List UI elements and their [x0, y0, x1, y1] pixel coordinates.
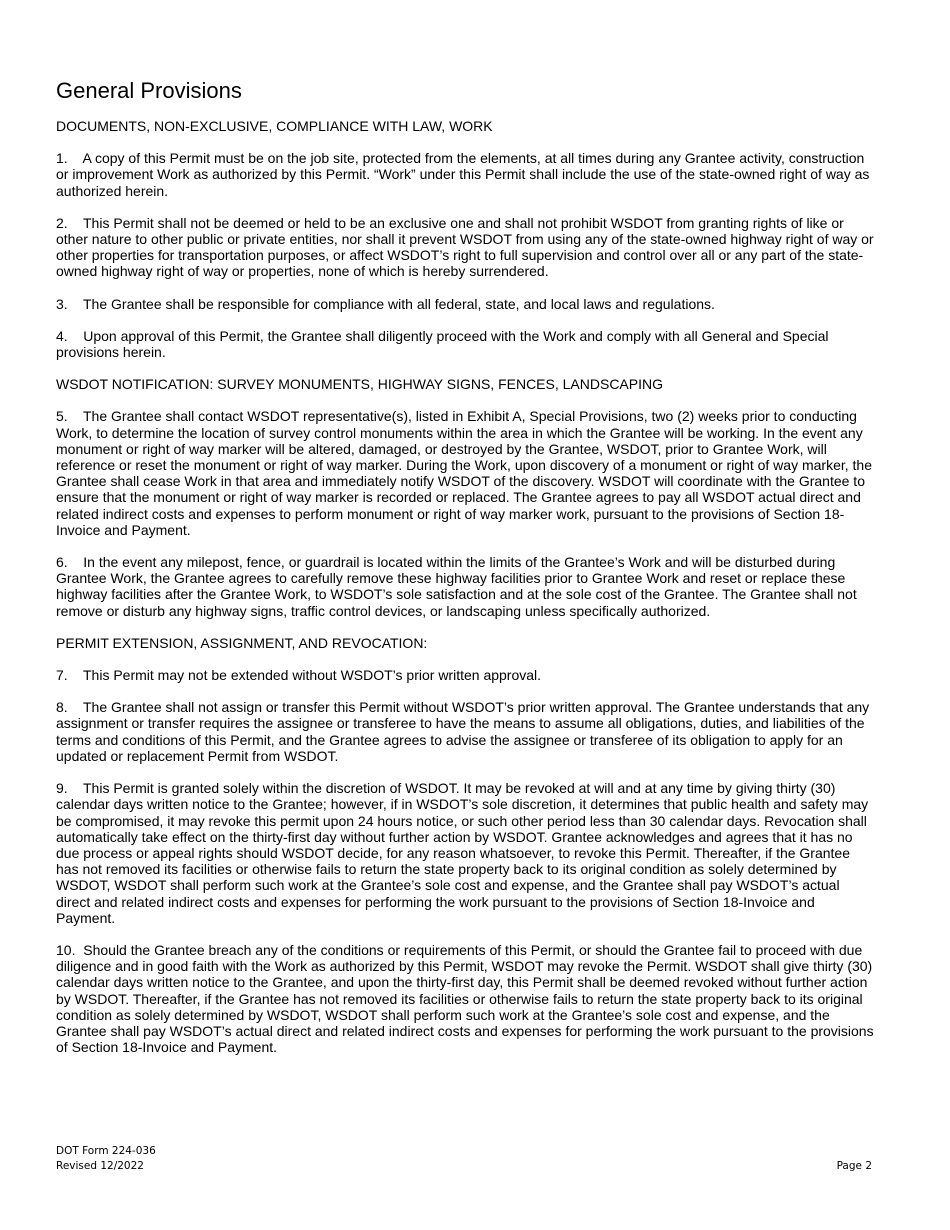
document-body — [56, 77, 874, 1071]
provision-8 — [56, 699, 874, 764]
provision-text: This Permit may not be extended without WSDOT’s prior written approval. — [83, 667, 542, 684]
provision-number: 5. — [56, 408, 68, 425]
revised-date: Revised 12/2022 — [56, 1160, 144, 1172]
provision-number: 9. — [56, 780, 68, 797]
footer-form-info — [56, 1144, 156, 1174]
provision-number: 4. — [56, 327, 68, 344]
provision-2 — [56, 215, 874, 280]
provision-number: 10. — [56, 941, 76, 958]
provision-number: 6. — [56, 554, 68, 571]
provision-text: The Grantee shall be responsible for compliance with all federal, state, and local laws and regulations. — [83, 295, 715, 312]
provision-number: 2. — [56, 214, 68, 231]
provision-text: In the event any milepost, fence, or guardrail is located within the limits of the Grantee’s Work and will be disturbed during Grantee Work, the Grantee agrees to carefully remove these highway facilities prior to Grantee Work and reset or replace these highway facilities after the Grantee Work, to WSDOT’s sole satisfaction and at the sole cost of the Grantee. The Grantee shall not remove or disturb any highway signs, traffic control devices, or landscaping unless specifically authorized. — [56, 554, 857, 619]
provision-4 — [56, 328, 874, 360]
provision-3 — [56, 296, 874, 312]
provision-text: Upon approval of this Permit, the Grantee shall diligently proceed with the Work and comply with all General and Special provisions herein. — [56, 327, 829, 361]
provision-text: The Grantee shall contact WSDOT representative(s), listed in Exhibit A, Special Provisions, two (2) weeks prior to conducting Work, to determine the location of survey control monuments within the area in which the Grantee will be working. In the event any monument or right of way marker will be altered, damaged, or destroyed by the Grantee, WSDOT, prior to Grantee Work, will reference or reset the monument or right of way marker. During the Work, upon discovery of a monument or right of way marker, the Grantee shall cease Work in that area and immediately notify WSDOT of the discovery. WSDOT will coordinate with the Grantee to ensure that the monument or right of way marker is recorded or replaced. The Grantee agrees to pay all WSDOT actual direct and related indirect costs and expenses to perform monument or right of way marker work, pursuant to the provisions of Section 18-Invoice and Payment. — [56, 408, 872, 538]
provision-10 — [56, 942, 874, 1055]
section-wsdot-notification — [56, 376, 874, 619]
provision-number: 1. — [56, 150, 68, 167]
section-heading: WSDOT NOTIFICATION: SURVEY MONUMENTS, HIGHWAY SIGNS, FENCES, LANDSCAPING — [56, 376, 663, 393]
provision-number: 7. — [56, 667, 68, 684]
form-number: DOT Form 224-036 — [56, 1145, 156, 1157]
section-heading: PERMIT EXTENSION, ASSIGNMENT, AND REVOCATION: — [56, 634, 428, 651]
provision-6 — [56, 554, 874, 619]
provision-text: The Grantee shall not assign or transfer this Permit without WSDOT’s prior written approval. The Grantee understands that any assignment or transfer requires the assignee or transferee to have the means to assume all obligations, duties, and liabilities of the terms and conditions of this Permit, and the Grantee agrees to advise the assignee or transferee of its obligation to apply for an updated or replacement Permit from WSDOT. — [56, 699, 870, 764]
provision-5 — [56, 408, 874, 538]
provision-9 — [56, 780, 874, 926]
provision-7 — [56, 667, 874, 683]
provision-text: A copy of this Permit must be on the job site, protected from the elements, at all times during any Grantee activity, construction or improvement Work as authorized by this Permit. “Work” under this Permit shall include the use of the state-owned right of way as authorized herein. — [56, 150, 870, 199]
provision-text: This Permit is granted solely within the discretion of WSDOT. It may be revoked at will and at any time by giving thirty (30) calendar days written notice to the Grantee; however, if in WSDOT’s sole discretion, it determines that public health and safety may be compromised, it may revoke this permit upon 24 hours notice, or such other period less than 30 calendar days. Revocation shall automatically take effect on the thirty-first day without further action by WSDOT. Grantee acknowledges and agrees that it has no due process or appeal rights should WSDOT decide, for any reason whatsoever, to revoke this Permit. Thereafter, if the Grantee has not removed its facilities or otherwise fails to return the state property back to its original condition as solely determined by WSDOT, WSDOT shall perform such work at the Grantee’s sole cost and expense, and the Grantee shall pay WSDOT’s actual direct and related indirect costs and expenses for performing the work pursuant to the provisions of Section 18-Invoice and Payment. — [56, 780, 869, 926]
section-documents — [56, 118, 874, 360]
section-heading: DOCUMENTS, NON-EXCLUSIVE, COMPLIANCE WITH LAW, WORK — [56, 118, 493, 134]
section-permit-extension — [56, 635, 874, 1055]
provision-1 — [56, 150, 874, 199]
page-title: General Provisions — [56, 78, 242, 103]
provision-text: This Permit shall not be deemed or held to be an exclusive one and shall not prohibit WSDOT from granting rights of like or other nature to other public or private entities, nor shall it prevent WSDOT from using any of the state-owned highway right of way or other properties for transportation purposes, or affect WSDOT’s right to full supervision and control over all or any part of the state-owned highway right of way or properties, none of which is hereby surrendered. — [56, 214, 874, 280]
page-number: Page 2 — [836, 1160, 872, 1172]
provision-number: 3. — [56, 295, 68, 312]
provision-number: 8. — [56, 699, 68, 716]
provision-text: Should the Grantee breach any of the conditions or requirements of this Permit, or should the Grantee fail to proceed with due diligence and in good faith with the Work as authorized by this Permit, WSDOT may revoke the Permit. WSDOT shall give thirty (30) calendar days written notice to the Grantee, and upon the thirty-first day, this Permit shall be deemed revoked without further action by WSDOT. Thereafter, if the Grantee has not removed its facilities or otherwise fails to return the state property back to its original condition as solely determined by WSDOT, WSDOT shall perform such work at the Grantee’s sole cost and expense, and the Grantee shall pay WSDOT’s actual direct and related indirect costs and expenses for performing the work pursuant to the provisions of Section 18-Invoice and Payment. — [56, 941, 874, 1056]
